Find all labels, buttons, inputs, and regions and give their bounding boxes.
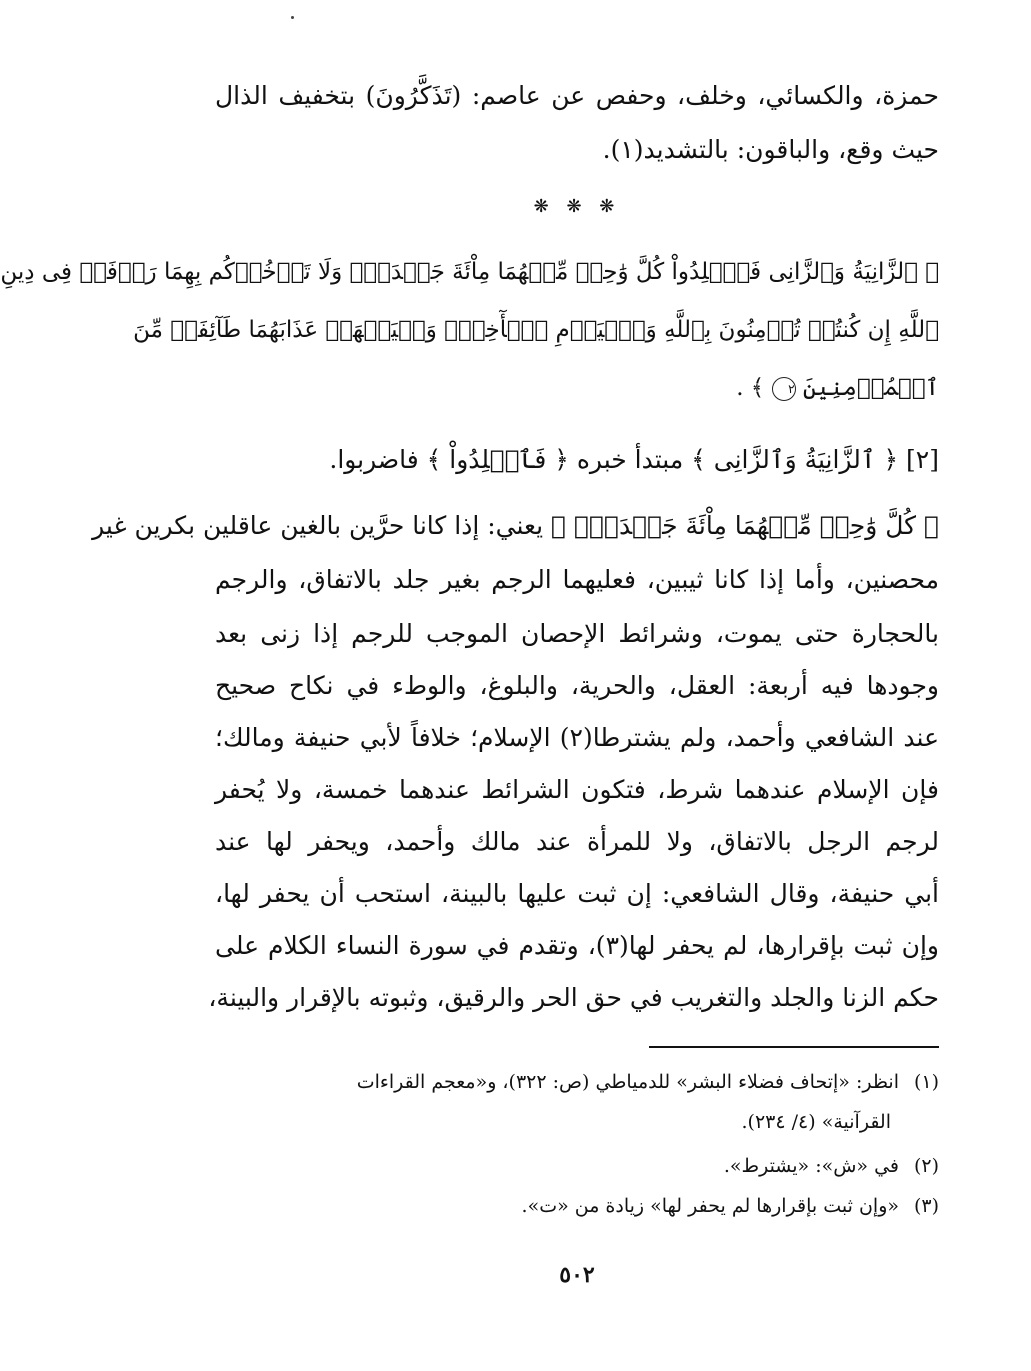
footnote-number: (٣): [913, 1195, 939, 1217]
text-line-1: حمزة، والكسائي، وخلف، وحفص عن عاصم: (تَذَكَّرُونَ) بتخفيف الذال: [215, 81, 939, 110]
text-line-15: وإن ثبت بإقرارها، لم يحفر لها(٣)، وتقدم في سورة النساء الكلام على: [215, 931, 939, 960]
footnote-1: [215, 1066, 939, 1098]
verse-line-3-text: ٱلۡمُؤۡمِنِينَ: [802, 375, 939, 401]
footnote-rule: [649, 1046, 939, 1048]
text-line-14: أبي حنيفة، وقال الشافعي: إن ثبت عليها بالبينة، استحب أن يحفر لها،: [215, 879, 939, 908]
text-line-7: ﴿ كُلَّ وَٰحِدٖ مِّنۡهُمَا مِاْئَةَ جَلۡدَةٖۖ ﴾ يعني: إذا كانا حرَّين بالغين عاقلين بكرين غير: [92, 511, 939, 540]
text-line-11: عند الشافعي وأحمد، ولم يشترطا(٢) الإسلام؛ خلافاً لأبي حنيفة ومالك؛: [215, 723, 940, 752]
footnote-2: [215, 1150, 939, 1182]
footnote-text: في «ش»: «يشترط».: [723, 1155, 899, 1177]
footnote-text: «وإن ثبت بإقرارها لم يحفر لها» زيادة من «ت».: [521, 1195, 899, 1217]
verse-line-3: [215, 368, 939, 408]
footnote-text: القرآنية» (٤/ ٢٣٤).: [741, 1111, 891, 1133]
verse-line-1: ﴿ ٱلزَّانِيَةُ وَٱلزَّانِى فَٱجۡلِدُواْ كُلَّ وَٰحِدٖ مِّنۡهُمَا مِاْئَةَ جَلۡدَةٖۖ وَلَا تَأۡخُذۡكُم بِهِمَا رَأۡفَةٞ فِى دِينِ: [0, 259, 939, 285]
text-line-12: فإن الإسلام عندهما شرط، فتكون الشرائط عندهما خمسة، ولا يُحفر: [215, 775, 939, 804]
verse-line-2: ٱللَّهِ إِن كُنتُمۡ تُؤۡمِنُونَ بِٱللَّهِ وَٱلۡيَوۡمِ ٱلۡأٓخِرِۖ وَلۡيَشۡهَدۡ عَذَابَهُمَا طَآئِفَةٞ مِّنَ: [133, 317, 939, 343]
text-line-9: بالحجارة حتى يموت، وشرائط الإحصان الموجب للرجم إذا زنى بعد: [215, 619, 939, 648]
footnote-3: [215, 1190, 939, 1222]
text-line-2: حيث وقع، والباقون: بالتشديد(١).: [602, 135, 939, 164]
text-line-13: لرجم الرجل بالاتفاق، ولا للمرأة عند مالك وأحمد، ويحفر لها عند: [215, 827, 939, 856]
text-line-16: حكم الزنا والجلد والتغريب في حق الحر والرقيق، وثبوته بالإقرار والبينة،: [208, 983, 939, 1012]
verse-number-marker: ٢: [772, 377, 796, 401]
text-line-8: محصنين، وأما إذا كانا ثيبين، فعليهما الرجم بغير جلد بالاتفاق، والرجم: [215, 565, 939, 594]
footnote-number: (١): [913, 1071, 939, 1093]
page-number: ٥٠٢: [559, 1262, 595, 1288]
footnote-text: انظر: «إتحاف فضلاء البشر» للدمياطي (ص: ٣٢٢)، و«معجم القراءات: [356, 1071, 899, 1093]
footnote-1-continued: [215, 1106, 939, 1138]
text-line-10: وجودها فيه أربعة: العقل، والحرية، والبلوغ، والوطء في نكاح صحيح: [215, 671, 939, 700]
footnote-number: (٢): [913, 1155, 939, 1177]
section-separator: ❋ ❋ ❋: [533, 196, 621, 217]
verse-close: ﴾ .: [736, 375, 765, 401]
commentary-line-1: [٢] ﴿ ٱلزَّانِيَةُ وَٱلزَّانِى ﴾ مبتدأ خبره ﴿ فَٱجۡلِدُواْ ﴾ فاضربوا.: [329, 445, 939, 474]
